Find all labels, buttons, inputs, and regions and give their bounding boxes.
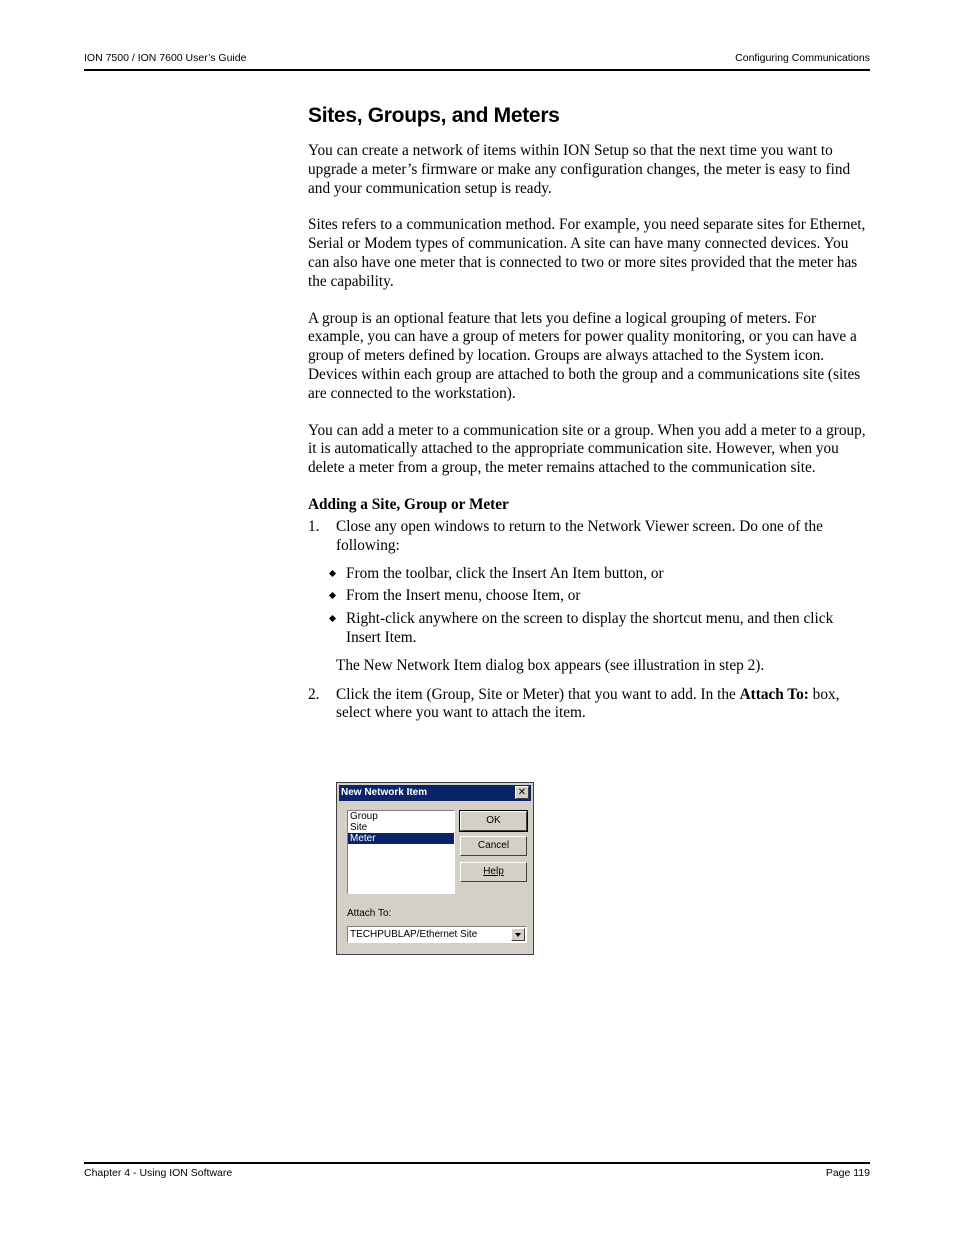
step-1 xyxy=(308,518,870,556)
diamond-bullet-icon xyxy=(329,570,336,577)
list-item: Right-click anywhere on the screen to display the shortcut menu, and then click Insert Item. xyxy=(336,610,870,648)
close-icon[interactable]: ✕ xyxy=(515,786,529,799)
help-button[interactable] xyxy=(460,862,527,882)
section-title: Sites, Groups, and Meters xyxy=(308,104,560,127)
header-guide-title: ION 7500 / ION 7600 User’s Guide xyxy=(84,52,247,64)
step-number: 1. xyxy=(308,517,320,535)
list-item: From the toolbar, click the Insert An Item button, or xyxy=(336,565,870,584)
list-item: From the Insert menu, choose Item, or xyxy=(336,587,870,606)
diamond-bullet-icon xyxy=(329,615,336,622)
list-item-meter[interactable]: Meter xyxy=(348,833,454,844)
new-network-item-dialog xyxy=(336,782,534,955)
header-chapter-title: Configuring Communications xyxy=(735,52,870,64)
main-content xyxy=(308,104,870,732)
paragraph: You can add a meter to a communication site or a group. When you add a meter to a group, it is automatically attached to the appropriate communication site. However, when you delete a meter from a group, the meter remains attached to the communication site. xyxy=(308,421,866,477)
page-footer xyxy=(84,1167,870,1181)
header-rule xyxy=(84,69,870,71)
step-number: 2. xyxy=(308,685,320,703)
step-text-bold: Attach To: xyxy=(739,685,809,703)
attach-to-select[interactable] xyxy=(347,926,527,943)
paragraph: Sites refers to a communication method. For example, you need separate sites for Ethernet, Serial or Modem types of communication. A site can have many connected devices. You can also have one meter that is connected to two or more sites provided that the meter has the capability. xyxy=(308,216,866,290)
step-text-before: Click the item (Group, Site or Meter) that you want to add. In the xyxy=(336,685,740,703)
attach-to-value: TECHPUBLAP/Ethernet Site xyxy=(350,929,478,940)
ok-button[interactable]: OK xyxy=(460,811,527,831)
page-number: Page 119 xyxy=(825,1167,870,1179)
list-item-group[interactable]: Group xyxy=(350,811,378,822)
subheading: Adding a Site, Group or Meter xyxy=(308,495,509,513)
attach-to-label: Attach To: xyxy=(347,908,392,919)
dialog-title: New Network Item xyxy=(341,787,428,798)
diamond-bullet-icon xyxy=(329,592,336,599)
help-button-label: Help xyxy=(483,866,504,877)
chevron-down-icon[interactable] xyxy=(511,928,525,941)
footer-chapter: Chapter 4 - Using ION Software xyxy=(84,1167,233,1179)
list-item-site[interactable]: Site xyxy=(350,822,368,833)
step-1-result: The New Network Item dialog box appears (see illustration in step 2). xyxy=(336,656,765,674)
paragraph: You can create a network of items within ION Setup so that the next time you want to upgrade a meter’s firmware or make any configuration changes, the meter is easy to find and your communication setup is ready. xyxy=(308,142,851,197)
footer-rule xyxy=(84,1162,870,1164)
bullet-list xyxy=(308,565,870,648)
step-text-after: box, select where you want to attach the item. xyxy=(336,685,840,722)
item-type-listbox[interactable] xyxy=(347,810,455,894)
cancel-button[interactable]: Cancel xyxy=(460,836,527,856)
paragraph: A group is an optional feature that lets you define a logical grouping of meters. For example, you can have a group of meters for power quality monitoring, or you can have a group of meters defined by location. Groups are always attached to the System icon. Devices within each group are attached to both the group and a communications site (sites are connected to the workstation). xyxy=(308,309,861,402)
step-2 xyxy=(308,686,870,724)
step-text: Close any open windows to return to the Network Viewer screen. Do one of the following: xyxy=(336,517,823,554)
page-header xyxy=(84,52,870,66)
dialog-titlebar[interactable] xyxy=(339,785,531,801)
